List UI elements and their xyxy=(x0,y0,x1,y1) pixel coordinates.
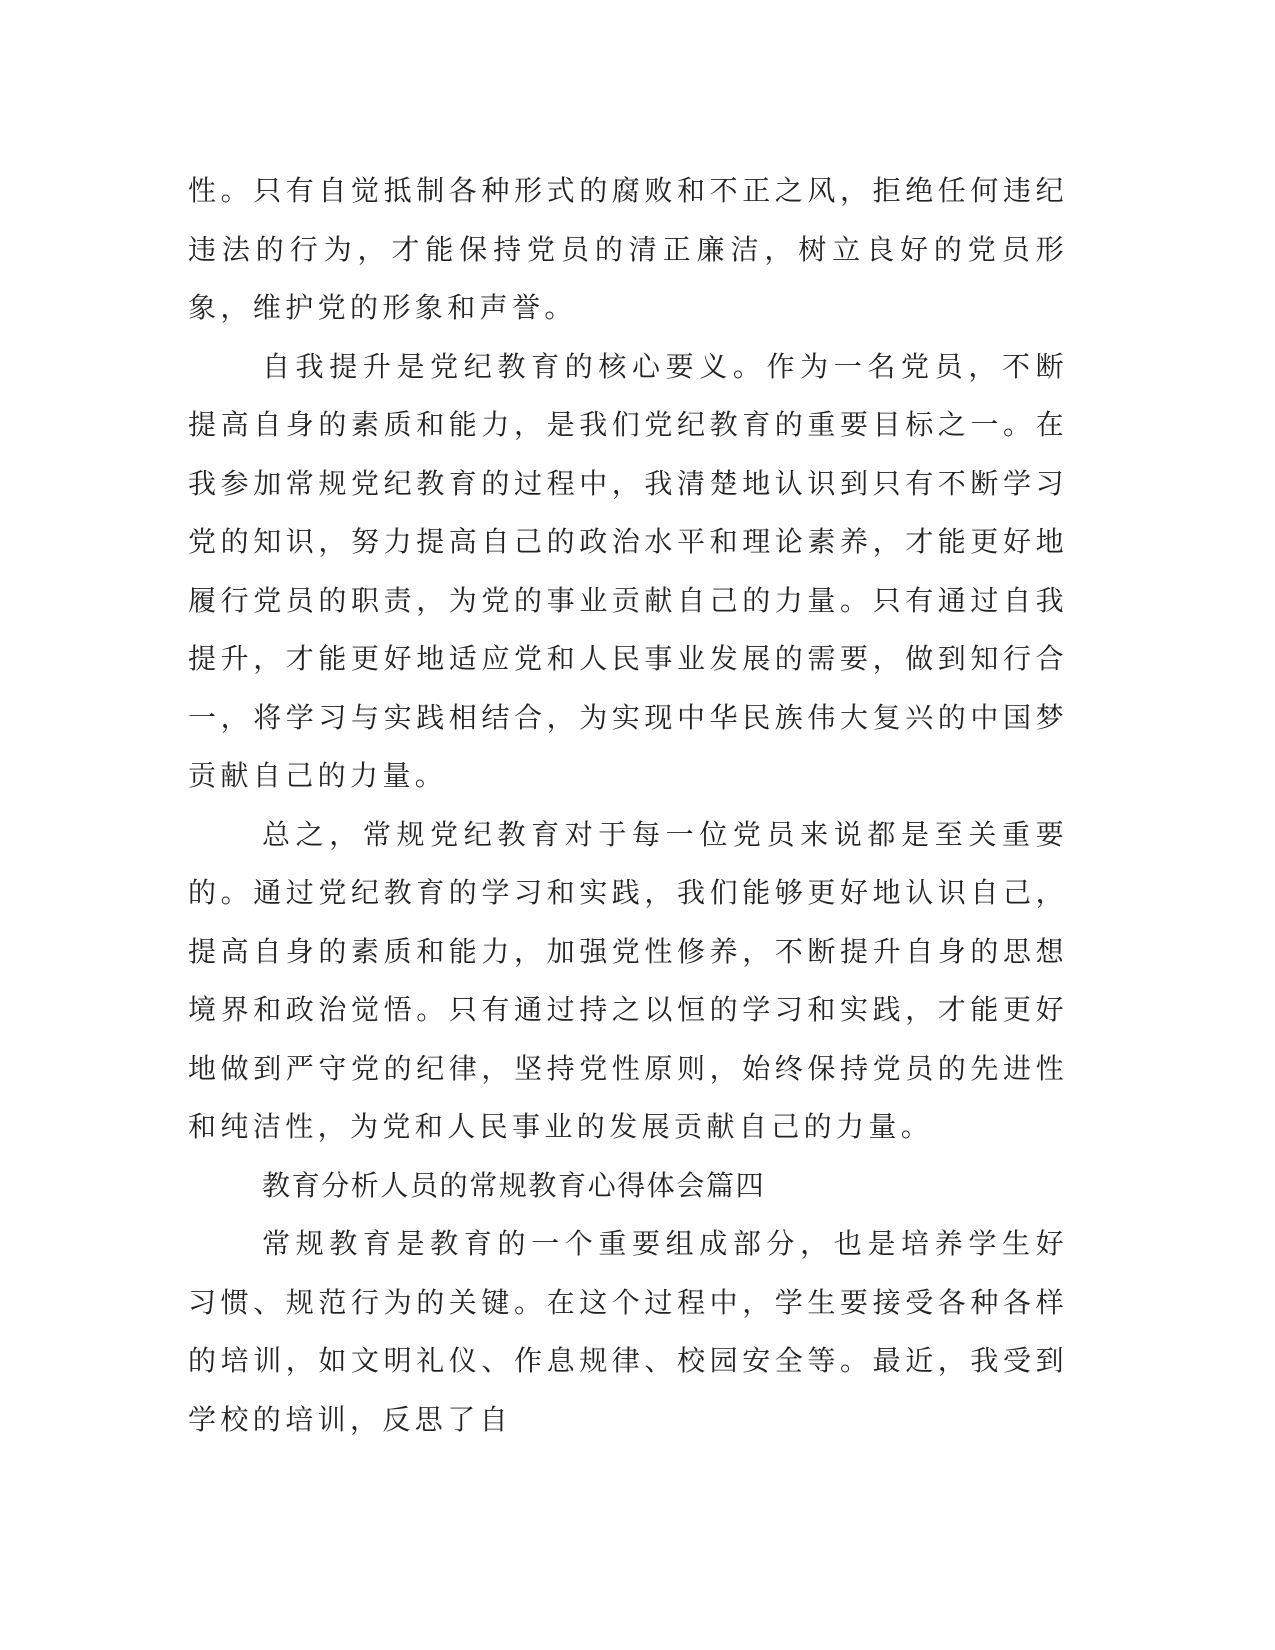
paragraph-self-improvement: 自我提升是党纪教育的核心要义。作为一名党员，不断提高自身的素质和能力，是我们党纪教育的重要目标之一。在我参加常规党纪教育的过程中，我清楚地认识到只有不断学习党的知识，努力提高自己的政治水平和理论素养，才能更好地履行党员的职责，为党的事业贡献自己的力量。只有通过自我提升，才能更好地适应党和人民事业发展的需要，做到知行合一，将学习与实践相结合，为实现中华民族伟大复兴的中国梦贡献自己的力量。 xyxy=(188,349,1068,792)
section-heading: 教育分析人员的常规教育心得体会篇四 xyxy=(262,1168,766,1202)
document-body xyxy=(188,162,1068,1449)
continuation-paragraph: 性。只有自觉抵制各种形式的腐败和不正之风，拒绝任何违纪违法的行为，才能保持党员的清正廉洁，树立良好的党员形象，维护党的形象和声誉。 xyxy=(188,174,1068,324)
paragraph-routine-education: 常规教育是教育的一个重要组成部分，也是培养学生好习惯、规范行为的关键。在这个过程中，学生要接受各种各样的培训，如文明礼仪、作息规律、校园安全等。最近，我受到学校的培训，反思了自 xyxy=(188,1227,1068,1436)
paragraph-conclusion: 总之，常规党纪教育对于每一位党员来说都是至关重要的。通过党纪教育的学习和实践，我们能够更好地认识自己，提高自身的素质和能力，加强党性修养，不断提升自身的思想境界和政治觉悟。只有通过持之以恒的学习和实践，才能更好地做到严守党的纪律，坚持党性原则，始终保持党员的先进性和纯洁性，为党和人民事业的发展贡献自己的力量。 xyxy=(188,817,1068,1143)
